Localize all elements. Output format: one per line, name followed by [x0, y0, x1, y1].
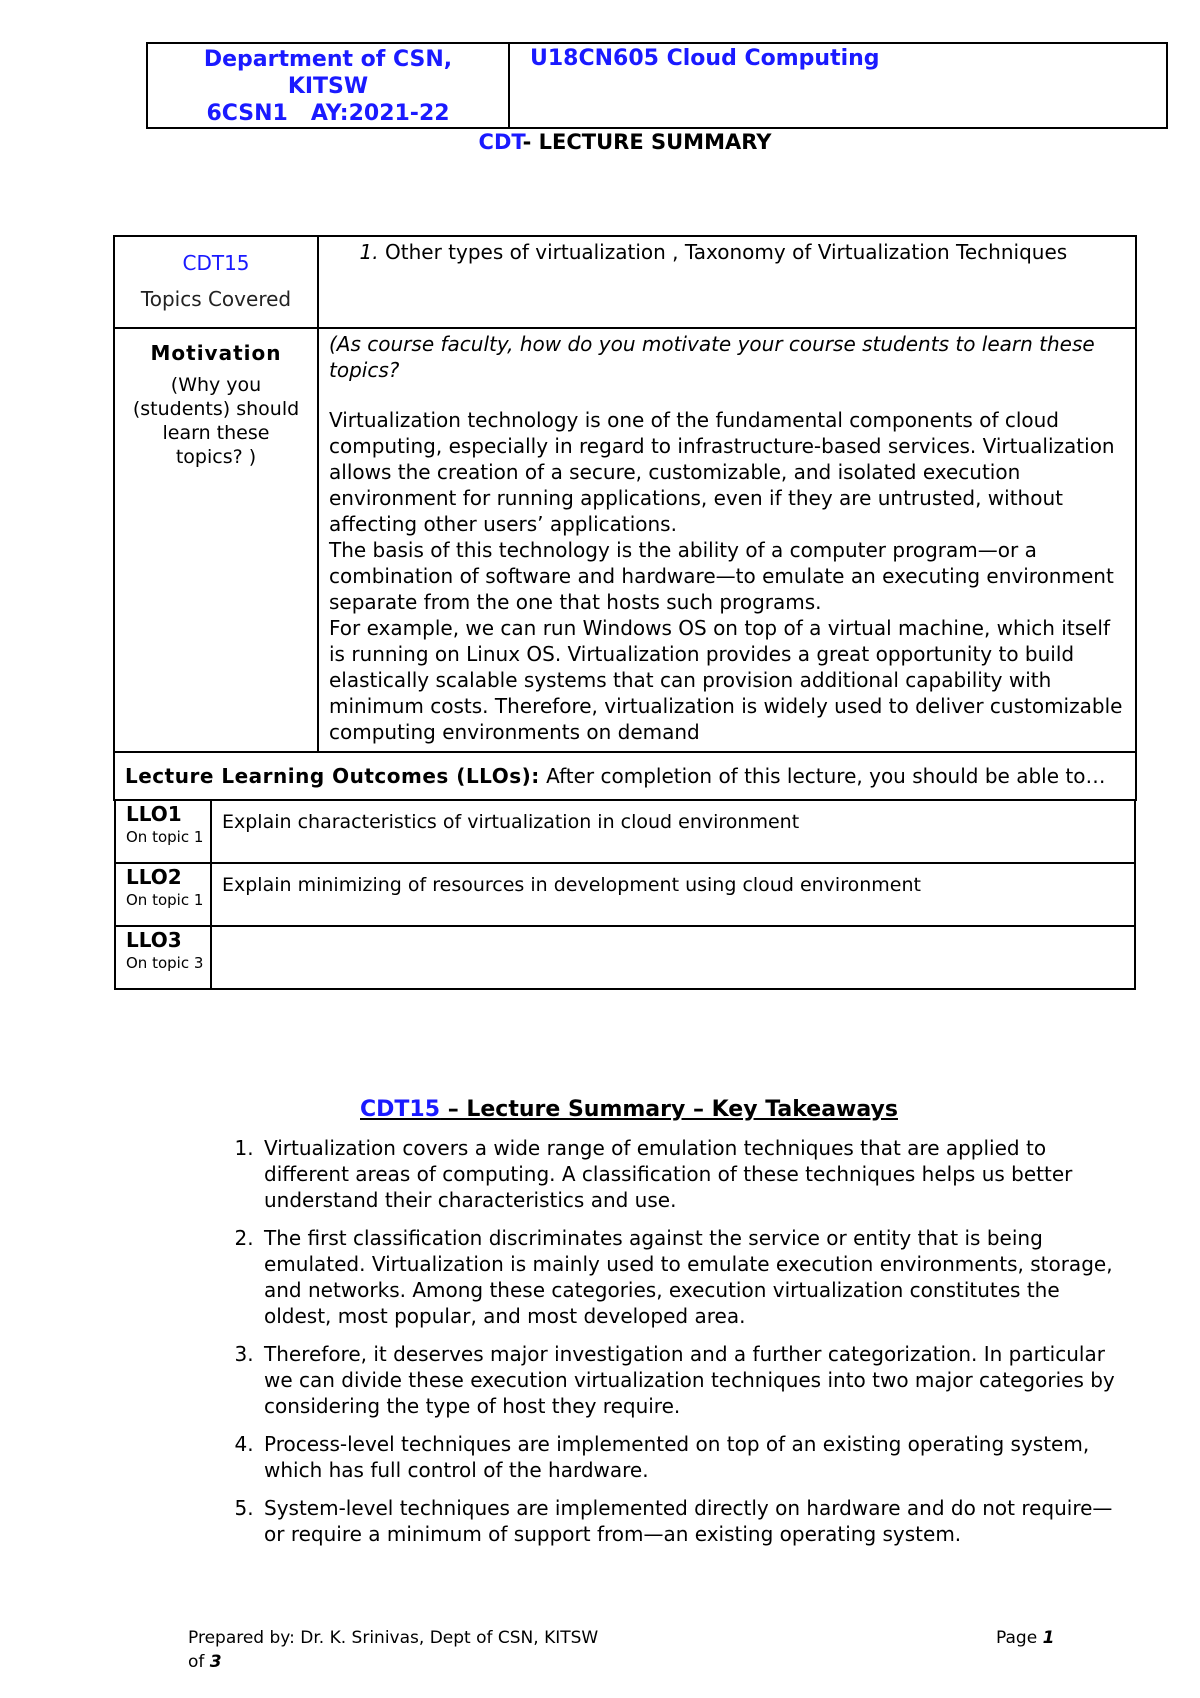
page-number — [996, 1626, 1054, 1650]
lecture-code: CDT15 — [182, 251, 250, 275]
lecture-table — [113, 235, 1137, 990]
llo-topic: On topic 1 — [126, 891, 204, 909]
motivation-row — [114, 328, 1136, 752]
topics-label-cell — [114, 236, 318, 328]
summary-title-rest: – Lecture Summary – Key Takeaways — [440, 1097, 898, 1122]
llo-id: LLO2 — [126, 865, 182, 889]
llo-row — [114, 800, 1136, 990]
motivation-text-cell — [318, 328, 1136, 752]
takeaway-item: 1. Virtualization covers a wide range of emulation techniques that are applied to different areas of computing. A classification of these techniques helps us better understand their characteristics and use. — [260, 1135, 1130, 1213]
llo-row-2 — [115, 863, 1135, 926]
motivation-label-cell — [114, 328, 318, 752]
page-current: 1 — [1042, 1628, 1055, 1648]
llo-id: LLO1 — [126, 802, 182, 826]
header-box — [146, 42, 1168, 129]
llo-row-3 — [115, 926, 1135, 989]
topics-row — [114, 236, 1136, 328]
takeaway-item: 2. The first classification discriminates against the service or entity that is being emulated. Virtualization is mainly used to emulate execution environments, storage, and networks. Among these categories, execution virtualization constitutes the oldest, most popular, and most developed area. — [260, 1225, 1130, 1329]
llo-heading-bold: Lecture Learning Outcomes (LLOs): — [125, 764, 540, 788]
page-title — [0, 130, 1200, 154]
department-line1: Department of CSN, — [203, 47, 453, 72]
llo-topic: On topic 3 — [126, 954, 204, 972]
topics-list-cell — [318, 236, 1136, 328]
llo-id-cell — [115, 926, 211, 989]
summary-code: CDT15 — [360, 1097, 441, 1122]
page-title-rest: - LECTURE SUMMARY — [522, 130, 772, 154]
llo-topic: On topic 1 — [126, 828, 204, 846]
llo-row-1 — [115, 801, 1135, 863]
class-year: 6CSN1 AY:2021-22 — [206, 101, 450, 126]
motivation-paragraph-3: For example, we can run Windows OS on top of a virtual machine, which itself is running on Linux OS. Virtualization provides a great opportunity to build elastically scalable systems that can provision additional capability with minimum costs. Therefore, virtualization is widely used to deliver customizable computing environments on demand — [329, 616, 1123, 744]
summary-title — [0, 1097, 1200, 1122]
takeaway-item: 5. System-level techniques are implemented directly on hardware and do not require—or require a minimum of support from—an existing operating system. — [260, 1495, 1130, 1547]
topics-list — [349, 239, 1127, 265]
llo-heading-row — [114, 752, 1136, 800]
page-label: Page — [996, 1628, 1043, 1648]
motivation-subtitle: (Why you (students) should learn these topics? ) — [132, 374, 300, 468]
motivation-title: Motivation — [150, 341, 282, 365]
page-total: 3 — [209, 1652, 222, 1672]
takeaway-item: 3. Therefore, it deserves major investigation and a further categorization. In particular we can divide these execution virtualization techniques into two major categories by considering the type of host they require. — [260, 1341, 1130, 1419]
takeaway-item: 4. Process-level techniques are implemented on top of an existing operating system, which has full control of the hardware. — [260, 1431, 1130, 1483]
motivation-question: (As course faculty, how do you motivate your course students to learn these topics? — [329, 332, 1095, 382]
department-info — [148, 44, 510, 127]
prepared-by: Dr. K. Srinivas, Dept of CSN, KITSW — [294, 1628, 599, 1648]
llo-text: Explain characteristics of virtualization in cloud environment — [211, 801, 1135, 863]
motivation-paragraph-1: Virtualization technology is one of the fundamental components of cloud computing, especially in regard to infrastructure-based services. Virtualization allows the creation of a secure, customizable, and isolated execution environment for running applications, even if they are untrusted, without affecting other users’ applications. — [329, 408, 1115, 536]
motivation-paragraph-2: The basis of this technology is the ability of a computer program—or a combination of software and hardware—to emulate an executing environment separate from the one that hosts such programs. — [329, 538, 1114, 614]
llo-text: Explain minimizing of resources in development using cloud environment — [211, 863, 1135, 926]
page-of — [188, 1650, 1058, 1674]
llo-heading — [114, 752, 1136, 800]
takeaways-list — [222, 1135, 1130, 1559]
llo-table — [114, 801, 1136, 990]
llo-text — [211, 926, 1135, 989]
footer — [188, 1626, 1058, 1674]
llo-id-cell — [115, 863, 211, 926]
of-label: of — [188, 1652, 210, 1672]
page-title-prefix: CDT — [478, 130, 523, 154]
department-line2: KITSW — [287, 74, 369, 99]
prepared-label: Prepared by: — [188, 1628, 295, 1648]
llo-heading-rest: After completion of this lecture, you should be able to… — [539, 764, 1106, 788]
llo-id-cell — [115, 801, 211, 863]
topic-item: 1. Other types of virtualization , Taxonomy of Virtualization Techniques — [385, 239, 1127, 265]
llo-id: LLO3 — [126, 928, 182, 952]
course-title: U18CN605 Cloud Computing — [530, 46, 880, 71]
topics-covered-label: Topics Covered — [140, 287, 292, 311]
